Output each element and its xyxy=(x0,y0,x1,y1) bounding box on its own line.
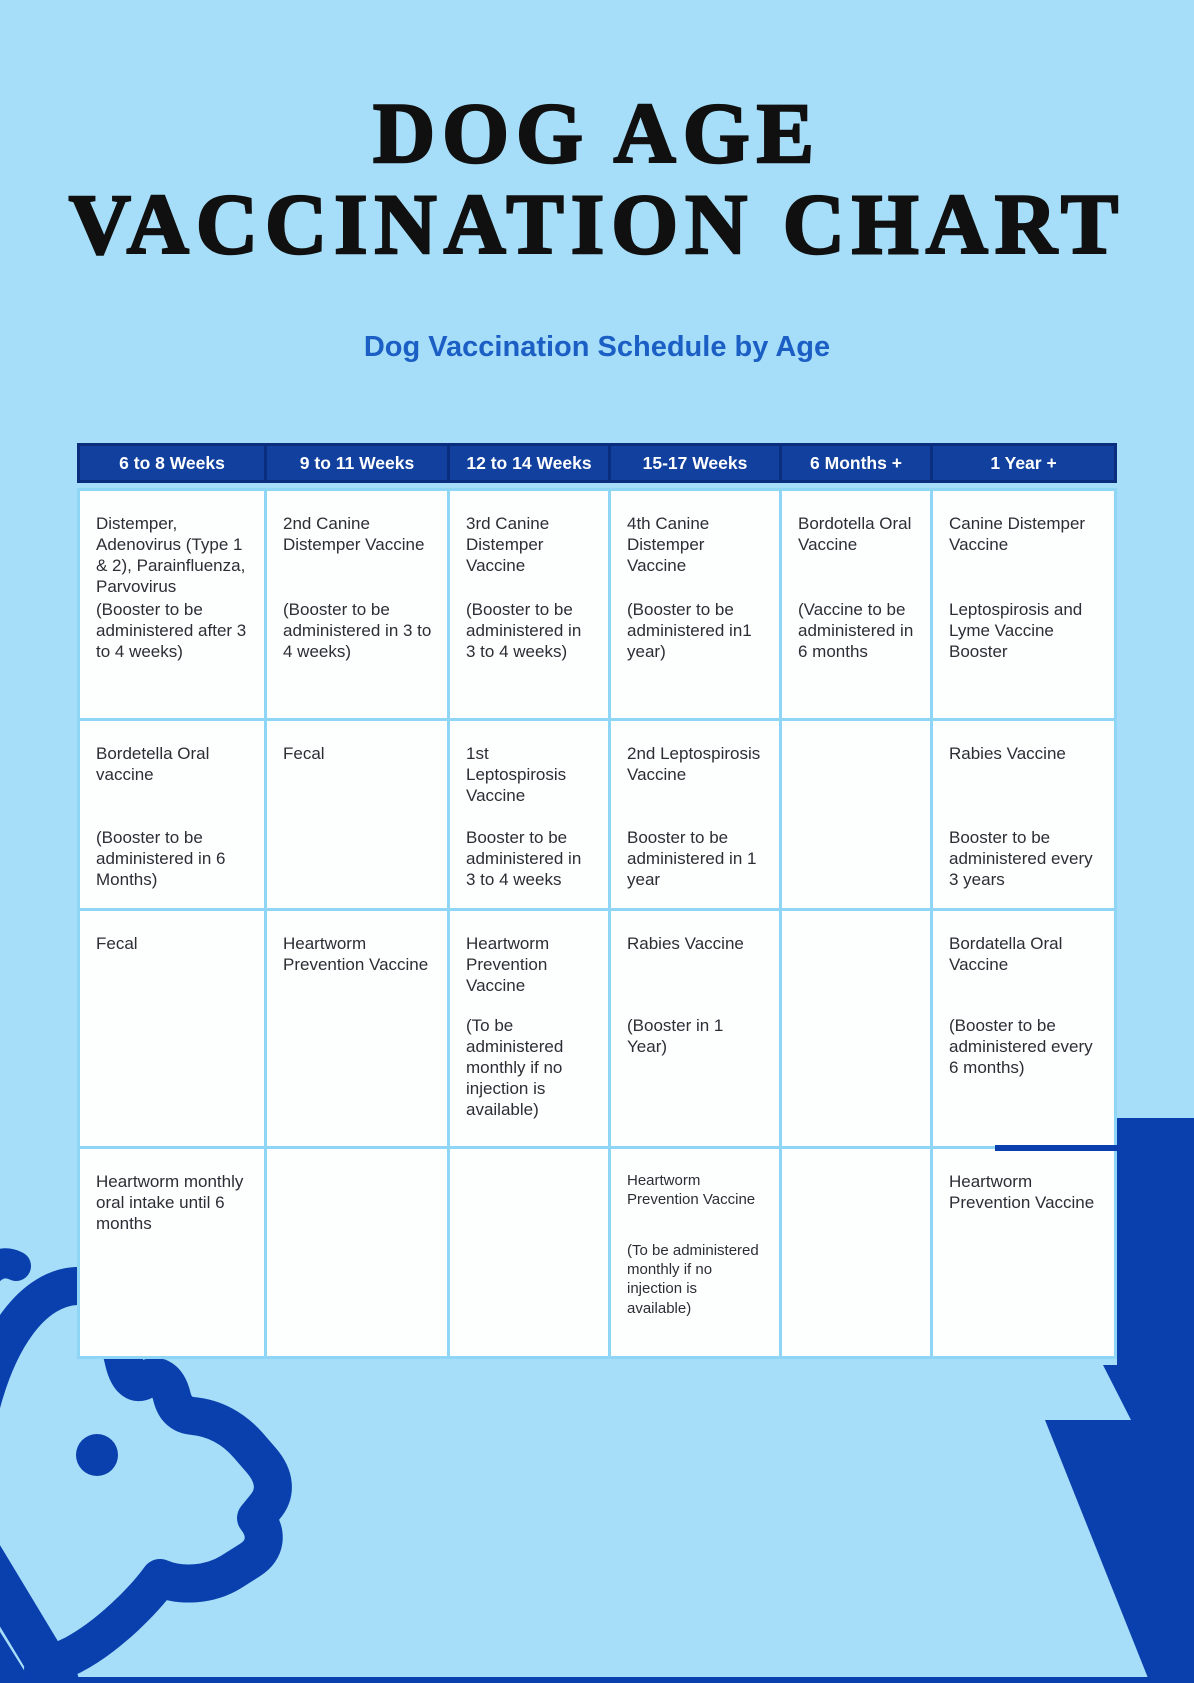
column-header-1-year-plus: 1 Year + xyxy=(933,446,1114,480)
table-cell xyxy=(267,491,447,718)
page-title-line2: VACCINATION CHART xyxy=(68,176,1126,273)
vaccine-note: (To be administered monthly if no injection is available) xyxy=(466,1016,564,1120)
vaccine-note: (Booster to be administered in 6 Months) xyxy=(96,828,226,890)
vaccine-note: (Booster in 1 Year) xyxy=(627,1016,724,1057)
table-body xyxy=(77,488,1117,1359)
vaccine-name: 3rd Canine Distemper Vaccine xyxy=(466,514,550,576)
table-cell xyxy=(933,1149,1114,1356)
table-cell xyxy=(450,911,608,1146)
table-cell xyxy=(450,491,608,718)
table-cell xyxy=(80,911,264,1146)
vaccine-name: Heartworm Prevention Vaccine xyxy=(466,934,550,996)
vaccine-name: Heartworm Prevention Vaccine xyxy=(949,1172,1095,1213)
table-cell xyxy=(611,491,779,718)
table-cell xyxy=(450,721,608,908)
vaccine-note: (Booster to be administered after 3 to 4 weeks) xyxy=(96,600,247,662)
corner-shape-edge xyxy=(995,1145,1125,1151)
table-cell xyxy=(782,491,930,718)
column-header-6-months-plus: 6 Months + xyxy=(782,446,930,480)
vaccine-note: Booster to be administered every 3 years xyxy=(949,828,1093,890)
column-header-9-to-11-weeks: 9 to 11 Weeks xyxy=(267,446,447,480)
table-cell xyxy=(611,721,779,908)
bottom-bar xyxy=(0,1677,1194,1683)
page-title-line1: DOG AGE xyxy=(372,85,821,181)
vaccine-note: (Booster to be administered every 6 months) xyxy=(949,1016,1093,1078)
vaccine-name: Heartworm monthly oral intake until 6 months xyxy=(96,1172,244,1234)
table-cell xyxy=(933,721,1114,908)
vaccine-note: (To be administered monthly if no injection is available) xyxy=(627,1242,759,1317)
table-header-row xyxy=(77,443,1117,483)
vaccine-name: Fecal xyxy=(283,744,325,763)
vaccine-name: 1st Leptospirosis Vaccine xyxy=(466,744,567,806)
page-subtitle: Dog Vaccination Schedule by Age xyxy=(363,331,831,363)
vaccine-note: (Booster to be administered in 3 to 4 weeks) xyxy=(466,600,582,662)
vaccine-note: Booster to be administered in 3 to 4 weeks xyxy=(466,828,582,890)
table-cell xyxy=(450,1149,608,1356)
vaccine-name xyxy=(283,1171,432,1241)
column-header-6-to-8-weeks: 6 to 8 Weeks xyxy=(80,446,264,480)
vaccine-note: (Booster to be administered in 3 to 4 weeks) xyxy=(283,600,432,662)
vaccine-name xyxy=(798,1171,915,1241)
vaccine-name: 2nd Canine Distemper Vaccine xyxy=(283,514,425,555)
table-cell xyxy=(782,721,930,908)
table-cell xyxy=(267,721,447,908)
column-header-12-to-14-weeks: 12 to 14 Weeks xyxy=(450,446,608,480)
table-cell xyxy=(267,1149,447,1356)
table-cell xyxy=(611,1149,779,1356)
vaccine-note: (Booster to be administered in1 year) xyxy=(627,600,752,662)
vaccine-name: Heartworm Prevention Vaccine xyxy=(627,1172,756,1209)
table-cell xyxy=(611,911,779,1146)
vaccine-name: Bordotella Oral Vaccine xyxy=(798,514,912,555)
vaccine-name: 2nd Leptospirosis Vaccine xyxy=(627,744,761,785)
vaccination-table xyxy=(77,443,1117,1359)
vaccine-note: (Vaccine to be administered in 6 months xyxy=(798,600,914,662)
table-cell xyxy=(933,491,1114,718)
vaccine-name: Distemper, Adenovirus (Type 1 & 2), Parainfluenza, Parvovirus xyxy=(96,514,246,597)
table-cell xyxy=(782,1149,930,1356)
table-cell xyxy=(80,721,264,908)
table-cell xyxy=(782,911,930,1146)
vaccine-name: Rabies Vaccine xyxy=(627,934,744,953)
vaccine-note: Leptospirosis and Lyme Vaccine Booster xyxy=(949,600,1083,662)
vaccine-name: Heartworm Prevention Vaccine xyxy=(283,934,429,975)
vaccine-name xyxy=(466,1171,593,1241)
vaccine-name xyxy=(798,743,915,827)
vaccine-name: Fecal xyxy=(96,934,138,953)
table-cell xyxy=(80,1149,264,1356)
vaccine-name: Bordetella Oral vaccine xyxy=(96,744,210,785)
column-header-15-17-weeks: 15-17 Weeks xyxy=(611,446,779,480)
vaccine-note: Booster to be administered in 1 year xyxy=(627,828,757,890)
vaccine-name: Bordatella Oral Vaccine xyxy=(949,934,1063,975)
vaccine-name: 4th Canine Distemper Vaccine xyxy=(627,514,710,576)
table-cell xyxy=(267,911,447,1146)
vaccine-name: Canine Distemper Vaccine xyxy=(949,514,1086,555)
vaccine-name: Rabies Vaccine xyxy=(949,744,1066,763)
page-title xyxy=(0,85,1194,273)
table-cell xyxy=(933,911,1114,1146)
vaccine-name xyxy=(798,933,915,1015)
table-cell xyxy=(80,491,264,718)
